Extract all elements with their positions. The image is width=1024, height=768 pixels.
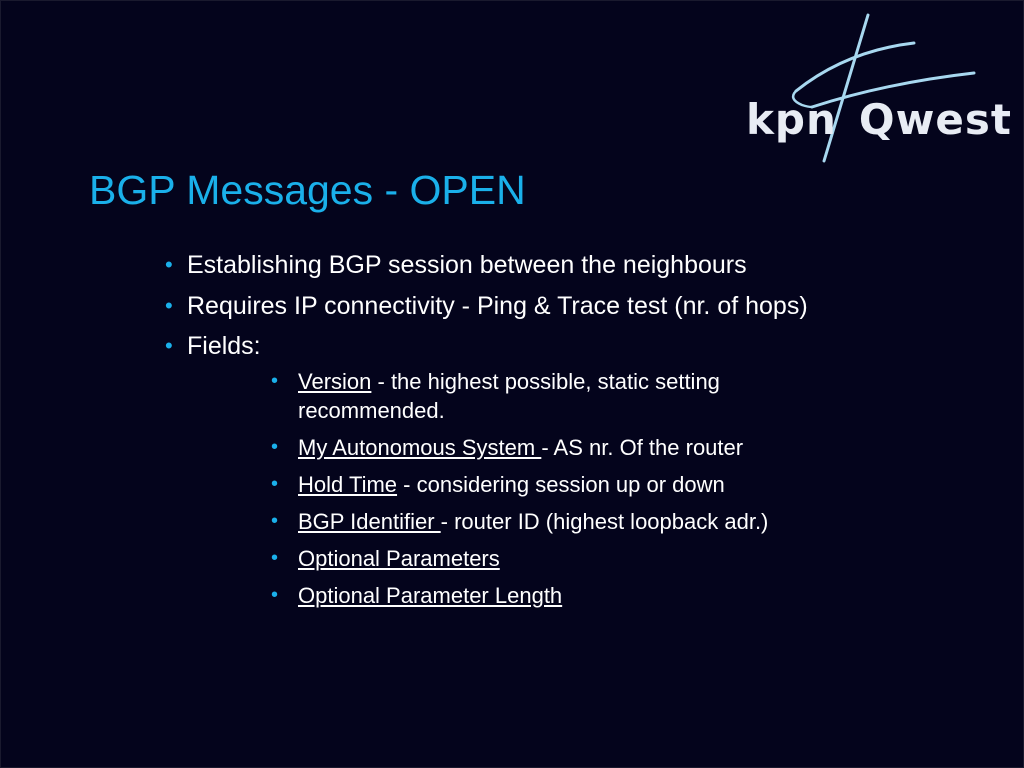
field-link-hold-time[interactable]: Hold Time — [298, 472, 398, 497]
bullet-dot-icon: • — [165, 333, 173, 358]
field-desc: - AS nr. Of the router — [541, 435, 744, 460]
bullet-dot-icon: • — [271, 584, 279, 606]
logo-text-qwest: Qwest — [858, 95, 1012, 144]
field-link-bgp-identifier[interactable]: BGP Identifier — [298, 509, 441, 534]
field-item-optional-parameters — [271, 544, 831, 573]
main-bullet-list — [165, 245, 808, 367]
logo-text-kpn: kpn — [746, 95, 837, 144]
bullet-item — [165, 286, 808, 327]
bullet-dot-icon: • — [271, 473, 279, 495]
field-link-optional-parameter-length[interactable]: Optional Parameter Length — [298, 583, 563, 608]
bullet-dot-icon: • — [165, 292, 173, 318]
bullet-dot-icon: • — [271, 370, 279, 392]
bullet-dot-icon: • — [271, 436, 279, 458]
field-item-my-autonomous-system — [271, 433, 831, 462]
logo-wordmark — [746, 95, 1012, 144]
field-item-version — [271, 367, 831, 425]
bullet-item — [165, 326, 808, 367]
field-desc: - router ID (highest loopback adr.) — [440, 509, 769, 534]
field-desc: - considering session up or down — [397, 472, 725, 497]
field-item-hold-time — [271, 470, 831, 499]
bullet-dot-icon: • — [271, 510, 279, 532]
bullet-item — [165, 245, 808, 286]
bullet-text: Requires IP connectivity - Ping & Trace test (nr. of hops) — [187, 291, 808, 320]
bullet-text: Fields: — [187, 332, 261, 360]
field-link-optional-parameters[interactable]: Optional Parameters — [298, 546, 500, 571]
slide-title: BGP Messages - OPEN — [89, 167, 526, 213]
bullet-dot-icon: • — [165, 252, 173, 277]
fields-sub-list — [271, 367, 831, 618]
field-item-optional-parameter-length — [271, 581, 831, 610]
field-link-version[interactable]: Version — [298, 369, 372, 394]
bullet-text: Establishing BGP session between the neighbours — [187, 251, 747, 279]
bullet-dot-icon: • — [271, 547, 279, 569]
field-item-bgp-identifier — [271, 507, 831, 536]
field-desc: - the highest possible, static setting recommended. — [298, 369, 720, 423]
field-link-my-autonomous-system[interactable]: My Autonomous System — [298, 435, 542, 460]
kpnqwest-logo — [736, 11, 1012, 166]
